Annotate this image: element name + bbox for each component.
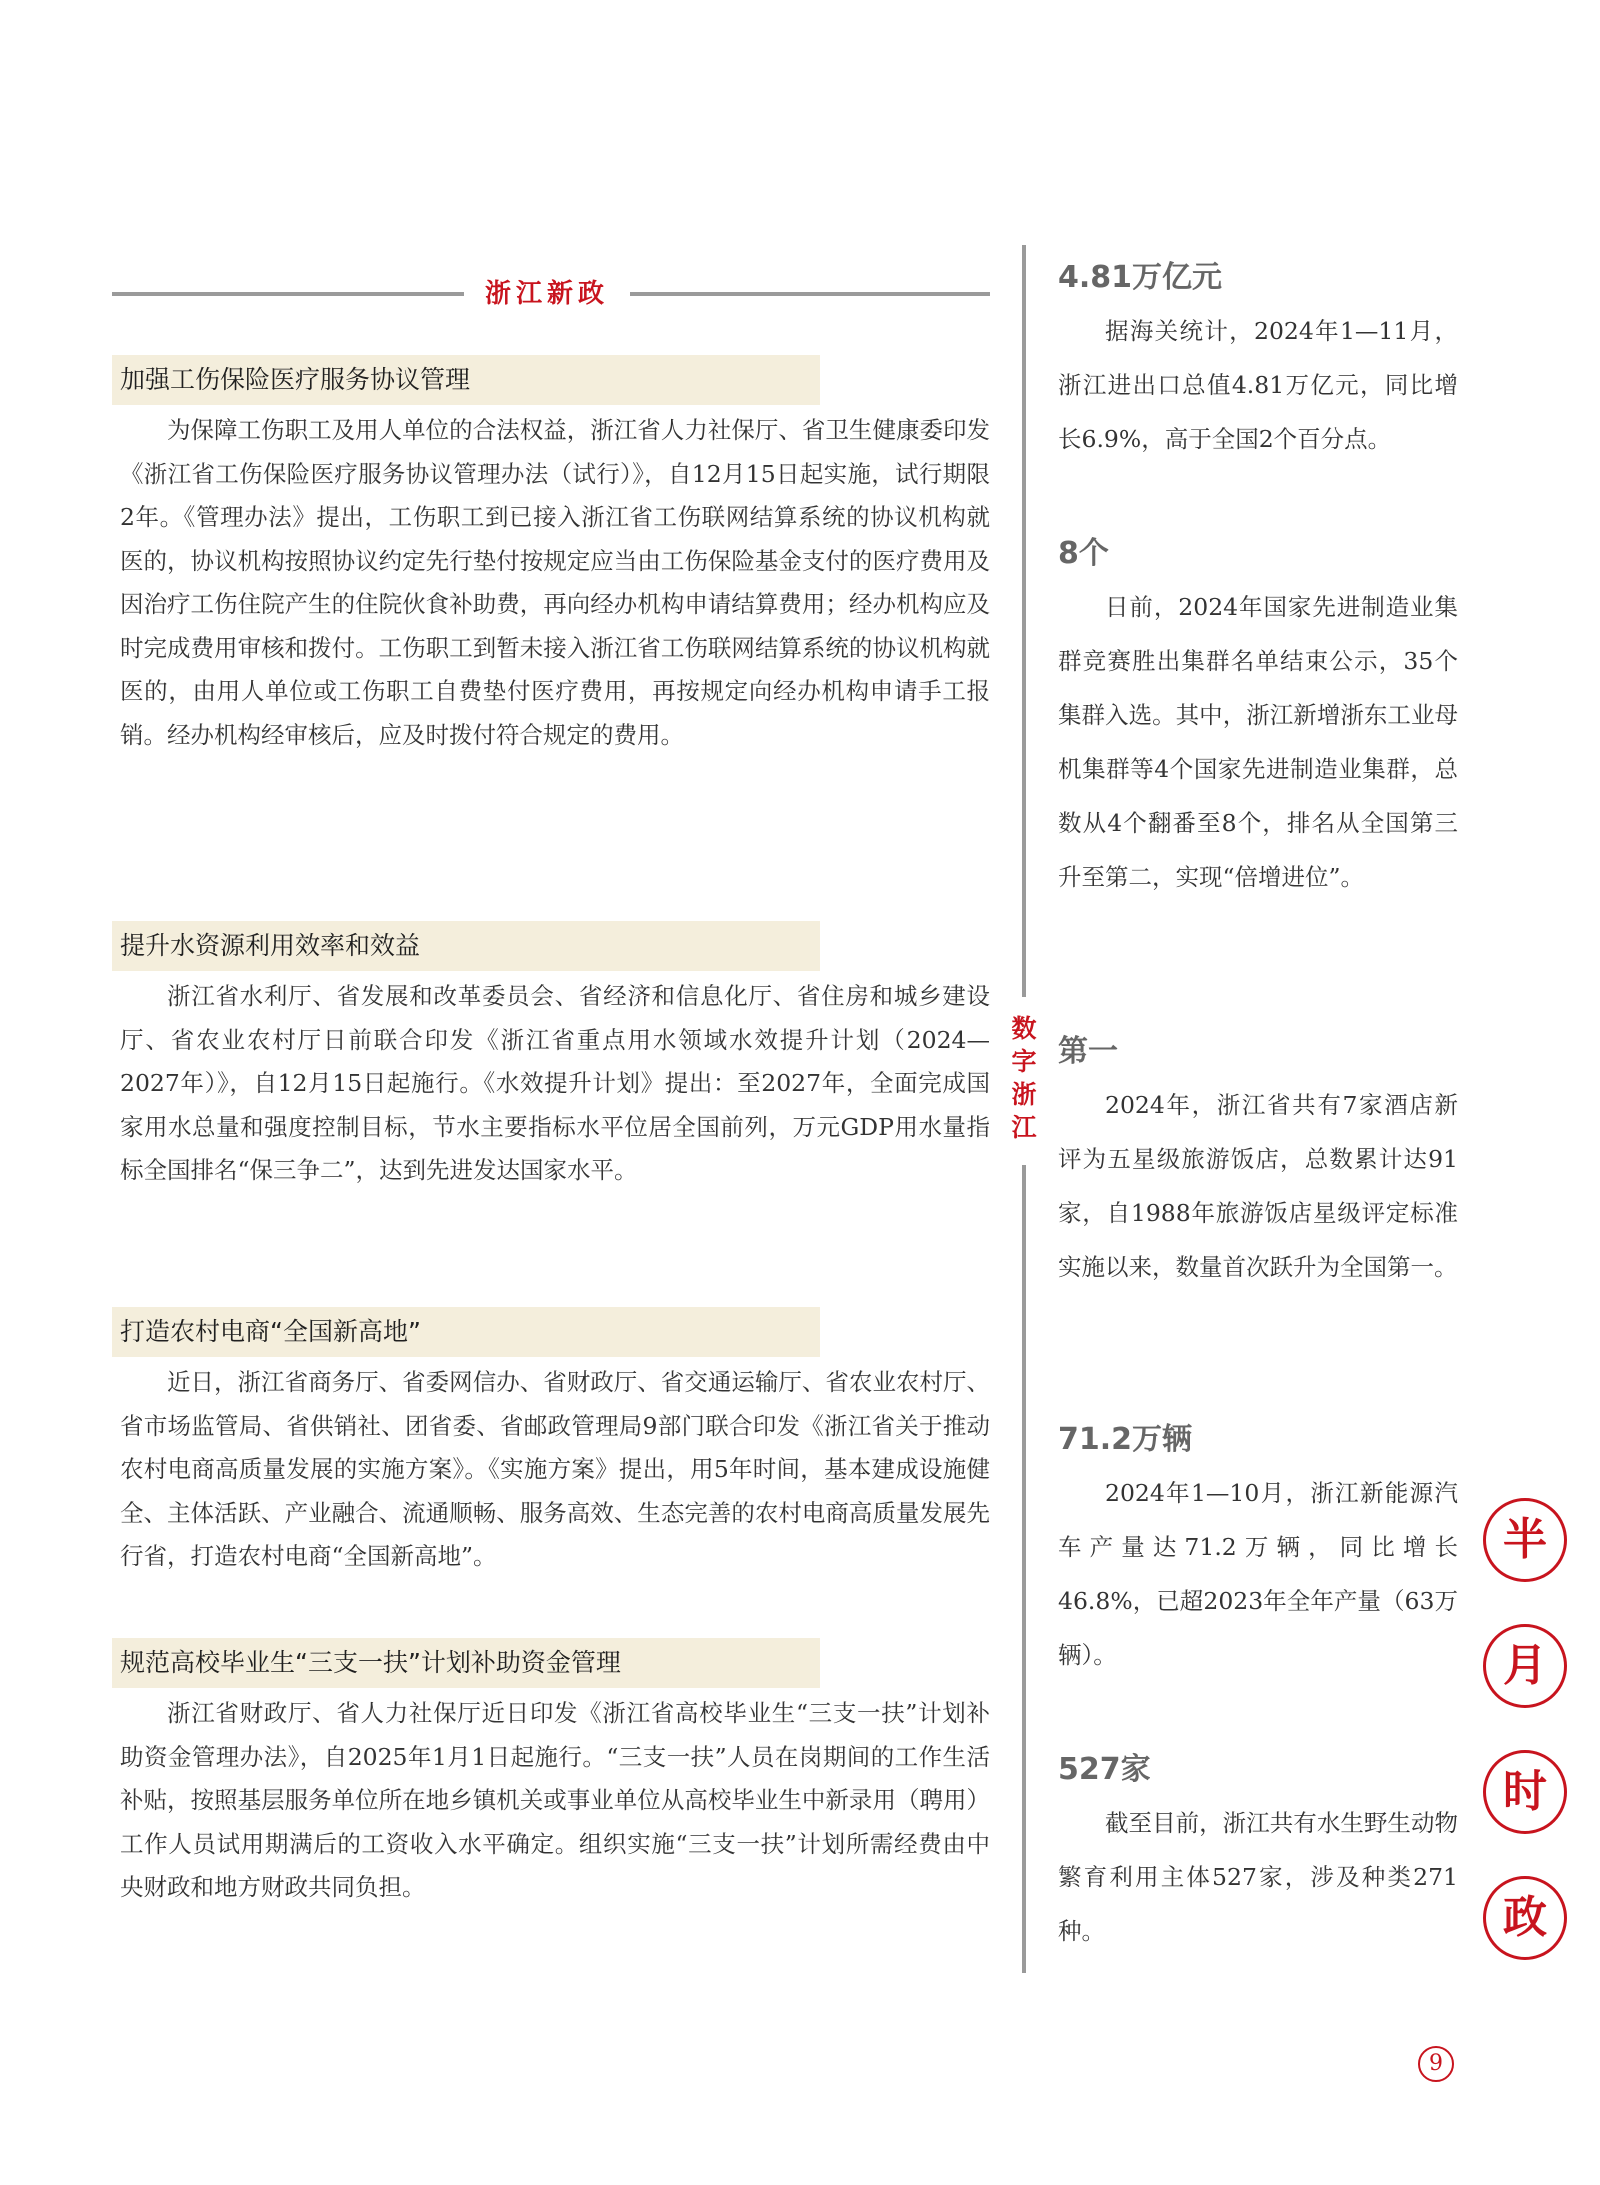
article-graduate-program: [112, 1638, 990, 1910]
section-title: 浙江新政: [484, 279, 609, 309]
stat-five-star-hotels: [1058, 1032, 1458, 1294]
page-number: 9: [1418, 2046, 1454, 2082]
stat-text: 据海关统计，2024年1—11月，浙江进出口总值4.81万亿元，同比增长6.9%，高于全国2个百分点。: [1058, 317, 1458, 453]
article-title: 加强工伤保险医疗服务协议管理: [112, 355, 820, 405]
stat-number: 527家: [1058, 1752, 1151, 1787]
sidebar-label-char: 浙: [1011, 1080, 1037, 1109]
article-body: 近日，浙江省商务厅、省委网信办、省财政厅、省交通运输厅、省农业农村厅、省市场监管局、省供销社、团省委、省邮政管理局9部门联合印发《浙江省关于推动农村电商高质量发展的实施方案》。《实施方案》提出，用5年时间，基本建成设施健全、主体活跃、产业融合、流通顺畅、服务高效、生态完善的农村电商高质量发展先行省，打造农村电商“全国新高地”。: [120, 1368, 990, 1570]
article-title: 提升水资源利用效率和效益: [112, 921, 820, 971]
stat-number: 71.2万辆: [1058, 1422, 1193, 1457]
sidebar-label-char: 数: [1011, 1014, 1037, 1043]
article-rural-ecommerce: [112, 1307, 990, 1579]
section-rule-right: [630, 292, 990, 296]
stat-industry-clusters: [1058, 534, 1458, 904]
masthead-char: 时: [1483, 1750, 1567, 1834]
stat-aquatic-wildlife: [1058, 1750, 1458, 1958]
article-title: 规范高校毕业生“三支一扶”计划补助资金管理: [112, 1638, 820, 1688]
stat-number: 第一: [1058, 1034, 1118, 1069]
column-divider-bottom: [1022, 1165, 1026, 1973]
sidebar-label: [1004, 1012, 1044, 1144]
section-rule-left: [112, 292, 464, 296]
sidebar-label-char: 江: [1011, 1113, 1037, 1142]
article-body: 为保障工伤职工及用人单位的合法权益，浙江省人力社保厅、省卫生健康委印发《浙江省工伤保险医疗服务协议管理办法（试行）》，自12月15日起实施，试行期限2年。《管理办法》提出，工伤职工到已接入浙江省工伤联网结算系统的协议机构就医的，协议机构按照协议约定先行垫付按规定应当由工伤保险基金支付的医疗费用及因治疗工伤住院产生的住院伙食补助费，再向经办机构申请结算费用；经办机构应及时完成费用审核和拨付。工伤职工到暂未接入浙江省工伤联网结算系统的协议机构就医的，由用人单位或工伤职工自费垫付医疗费用，再按规定向经办机构申请手工报销。经办机构经审核后，应及时拨付符合规定的费用。: [120, 416, 990, 749]
sidebar-label-char: 字: [1011, 1047, 1037, 1076]
article-body: 浙江省水利厅、省发展和改革委员会、省经济和信息化厅、省住房和城乡建设厅、省农业农村厅日前联合印发《浙江省重点用水领域水效提升计划（2024—2027年）》，自12月15日起施行。《水效提升计划》提出：至2027年，全面完成国家用水总量和强度控制目标，节水主要指标水平位居全国前列，万元GDP用水量指标全国排名“保三争二”，达到先进发达国家水平。: [120, 982, 990, 1184]
article-body: 浙江省财政厅、省人力社保厅近日印发《浙江省高校毕业生“三支一扶”计划补助资金管理办法》，自2025年1月1日起施行。“三支一扶”人员在岗期间的工作生活补贴，按照基层服务单位所在地乡镇机关或事业单位从高校毕业生中新录用（聘用）工作人员试用期满后的工资收入水平确定。组织实施“三支一扶”计划所需经费由中央财政和地方财政共同负担。: [120, 1699, 990, 1901]
stat-text: 截至目前，浙江共有水生野生动物繁育利用主体527家，涉及种类271种。: [1058, 1809, 1458, 1945]
article-injury-insurance: [112, 355, 990, 757]
masthead-char: 月: [1483, 1624, 1567, 1708]
article-water-efficiency: [112, 921, 990, 1193]
column-divider-top: [1022, 245, 1026, 997]
masthead-char: 半: [1483, 1498, 1567, 1582]
stat-ev-production: [1058, 1420, 1458, 1682]
stat-text: 日前，2024年国家先进制造业集群竞赛胜出集群名单结束公示，35个集群入选。其中，浙江新增浙东工业母机集群等4个国家先进制造业集群，总数从4个翻番至8个，排名从全国第三升至第二，实现“倍增进位”。: [1058, 593, 1458, 891]
article-title: 打造农村电商“全国新高地”: [112, 1307, 820, 1357]
stat-number: 8个: [1058, 536, 1109, 571]
stat-text: 2024年，浙江省共有7家酒店新评为五星级旅游饭店，总数累计达91家，自1988年旅游饭店星级评定标准实施以来，数量首次跃升为全国第一。: [1058, 1091, 1458, 1281]
stat-text: 2024年1—10月，浙江新能源汽车产量达71.2万辆，同比增长46.8%，已超2023年全年产量（63万辆）。: [1058, 1479, 1458, 1669]
masthead-char: 政: [1483, 1876, 1567, 1960]
stat-trade-value: [1058, 258, 1458, 466]
stat-number: 4.81万亿元: [1058, 260, 1223, 295]
